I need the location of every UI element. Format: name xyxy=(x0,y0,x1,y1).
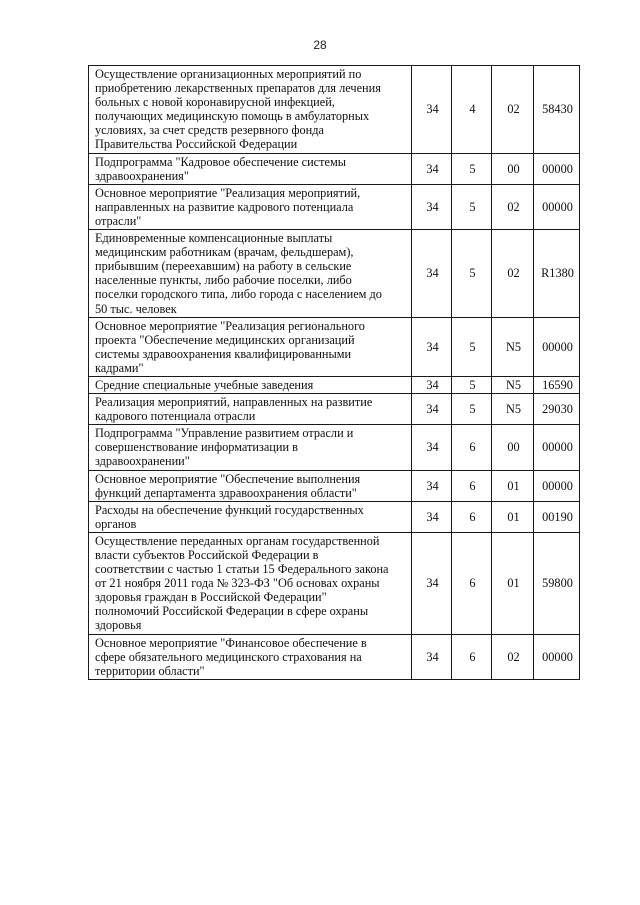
expense-name-line: Осуществление переданных органам государственной xyxy=(95,533,380,548)
expense-name-cell xyxy=(89,184,412,229)
subsection-code-cell: 01 xyxy=(492,470,534,501)
expense-name-line: от 21 ноября 2011 года № 323-ФЗ "Об основах охраны xyxy=(95,576,380,591)
page-number: 28 xyxy=(313,38,327,52)
expense-name-line: Основное мероприятие "Финансовое обеспечение в xyxy=(95,635,367,650)
target-code-cell: 00000 xyxy=(534,470,580,501)
expense-name-line: Правительства Российской Федерации xyxy=(95,137,298,152)
subsection-code-cell: 01 xyxy=(492,501,534,532)
section-code-cell: 5 xyxy=(452,317,492,376)
subsection-code-cell: 02 xyxy=(492,634,534,679)
expense-name-cell xyxy=(89,425,412,470)
budget-classification-table xyxy=(88,65,580,680)
table-row xyxy=(89,634,580,679)
expense-name-line: Расходы на обеспечение функций государственных xyxy=(95,502,364,517)
expense-name-cell xyxy=(89,501,412,532)
expense-name-cell xyxy=(89,532,412,634)
ministry-code-cell: 34 xyxy=(412,184,452,229)
ministry-code-cell: 34 xyxy=(412,470,452,501)
expense-name-line: органов xyxy=(95,516,137,531)
expense-name-line: функций департамента здравоохранения области" xyxy=(95,485,357,500)
expense-name-cell xyxy=(89,394,412,425)
target-code-cell: R1380 xyxy=(534,230,580,318)
expense-name-line: Осуществление организационных мероприятий по xyxy=(95,67,362,81)
target-code-cell: 59800 xyxy=(534,532,580,634)
expense-name-line: получающих медицинскую помощь в амбулаторных xyxy=(95,109,370,124)
expense-name-line: отрасли" xyxy=(95,213,142,228)
target-code-cell: 00000 xyxy=(534,634,580,679)
target-code-cell: 00000 xyxy=(534,425,580,470)
target-code-cell: 00000 xyxy=(534,153,580,184)
expense-name-line: здравоохранения" xyxy=(95,168,189,183)
section-code-cell: 5 xyxy=(452,230,492,318)
ministry-code-cell: 34 xyxy=(412,425,452,470)
target-code-cell: 00190 xyxy=(534,501,580,532)
expense-name-line: территории области" xyxy=(95,663,205,678)
section-code-cell: 6 xyxy=(452,501,492,532)
expense-name-line: направленных на развитие кадрового потенциала xyxy=(95,199,354,214)
expense-name-line: сфере обязательного медицинского страхования на xyxy=(95,649,362,664)
expense-name-cell xyxy=(89,230,412,318)
expense-name-line: 50 тыс. человек xyxy=(95,301,177,316)
ministry-code-cell: 34 xyxy=(412,376,452,393)
expense-name-line: медицинским работникам (врачам, фельдшерам), xyxy=(95,245,354,260)
section-code-cell: 5 xyxy=(452,376,492,393)
subsection-code-cell: 00 xyxy=(492,425,534,470)
expense-name-line: больных с новой коронавирусной инфекцией, xyxy=(95,95,335,110)
expense-name-line: системы здравоохранения квалифицированными xyxy=(95,346,352,361)
expense-name-line: здоровья граждан в Российской Федерации" xyxy=(95,590,327,605)
expense-name-line: Основное мероприятие "Реализация регионального xyxy=(95,318,365,333)
section-code-cell: 6 xyxy=(452,634,492,679)
subsection-code-cell: 02 xyxy=(492,230,534,318)
expense-name-line: прибывшим (переехавшим) на работу в сельские xyxy=(95,259,352,274)
ministry-code-cell: 34 xyxy=(412,153,452,184)
expense-name-line: Единовременные компенсационные выплаты xyxy=(95,231,333,246)
section-code-cell: 4 xyxy=(452,66,492,154)
expense-name-cell xyxy=(89,317,412,376)
expense-name-line: власти субъектов Российской Федерации в xyxy=(95,548,319,562)
expense-name-line: проекта "Обеспечение медицинских организаций xyxy=(95,332,355,347)
table-body xyxy=(89,66,580,680)
ministry-code-cell: 34 xyxy=(412,230,452,318)
section-code-cell: 6 xyxy=(452,470,492,501)
subsection-code-cell: N5 xyxy=(492,394,534,425)
table-row xyxy=(89,317,580,376)
subsection-code-cell: 02 xyxy=(492,66,534,154)
expense-name-line: Подпрограмма "Управление развитием отрасли и xyxy=(95,426,354,441)
ministry-code-cell: 34 xyxy=(412,532,452,634)
ministry-code-cell: 34 xyxy=(412,394,452,425)
table-row xyxy=(89,376,580,393)
expense-name-cell xyxy=(89,66,412,154)
table-row xyxy=(89,184,580,229)
ministry-code-cell: 34 xyxy=(412,317,452,376)
expense-name-line: совершенствование информатизации в xyxy=(95,440,298,455)
subsection-code-cell: 01 xyxy=(492,532,534,634)
subsection-code-cell: 00 xyxy=(492,153,534,184)
ministry-code-cell: 34 xyxy=(412,501,452,532)
target-code-cell: 00000 xyxy=(534,317,580,376)
section-code-cell: 6 xyxy=(452,532,492,634)
target-code-cell: 16590 xyxy=(534,376,580,393)
expense-name-line: условиях, за счет средств резервного фонда xyxy=(95,123,324,138)
expense-name-line: Подпрограмма "Кадровое обеспечение системы xyxy=(95,154,346,169)
table-row xyxy=(89,66,580,154)
section-code-cell: 5 xyxy=(452,153,492,184)
table-row xyxy=(89,470,580,501)
expense-name-line: населенные пункты, либо рабочие поселки, либо xyxy=(95,273,352,288)
expense-name-line: здоровья xyxy=(95,618,142,633)
expense-name-line: полномочий Российской Федерации в сфере охраны xyxy=(95,604,369,619)
section-code-cell: 6 xyxy=(452,425,492,470)
table-row xyxy=(89,230,580,318)
subsection-code-cell: 02 xyxy=(492,184,534,229)
expense-name-line: Средние специальные учебные заведения xyxy=(95,377,314,392)
table-row xyxy=(89,425,580,470)
section-code-cell: 5 xyxy=(452,394,492,425)
ministry-code-cell: 34 xyxy=(412,66,452,154)
expense-name-line: Основное мероприятие "Обеспечение выполнения xyxy=(95,471,361,486)
expense-name-cell xyxy=(89,634,412,679)
expense-name-line: соответствии с частью 1 статьи 15 Федерального закона xyxy=(95,562,389,577)
table-row xyxy=(89,394,580,425)
expense-name-line: здравоохранении" xyxy=(95,454,190,469)
table-row xyxy=(89,501,580,532)
target-code-cell: 58430 xyxy=(534,66,580,154)
expense-name-line: Реализация мероприятий, направленных на развитие xyxy=(95,395,373,410)
subsection-code-cell: N5 xyxy=(492,376,534,393)
expense-name-line: приобретению лекарственных препаратов для лечения xyxy=(95,81,381,96)
expense-name-cell xyxy=(89,376,412,393)
subsection-code-cell: N5 xyxy=(492,317,534,376)
target-code-cell: 29030 xyxy=(534,394,580,425)
target-code-cell: 00000 xyxy=(534,184,580,229)
expense-name-cell xyxy=(89,470,412,501)
table-row xyxy=(89,532,580,634)
table-row xyxy=(89,153,580,184)
expense-name-line: кадрового потенциала отрасли xyxy=(95,409,256,424)
expense-name-line: Основное мероприятие "Реализация мероприятий, xyxy=(95,185,361,200)
expense-name-line: поселки городского типа, либо города с населением до xyxy=(95,287,382,302)
expense-name-cell xyxy=(89,153,412,184)
section-code-cell: 5 xyxy=(452,184,492,229)
expense-name-line: кадрами" xyxy=(95,360,144,375)
ministry-code-cell: 34 xyxy=(412,634,452,679)
